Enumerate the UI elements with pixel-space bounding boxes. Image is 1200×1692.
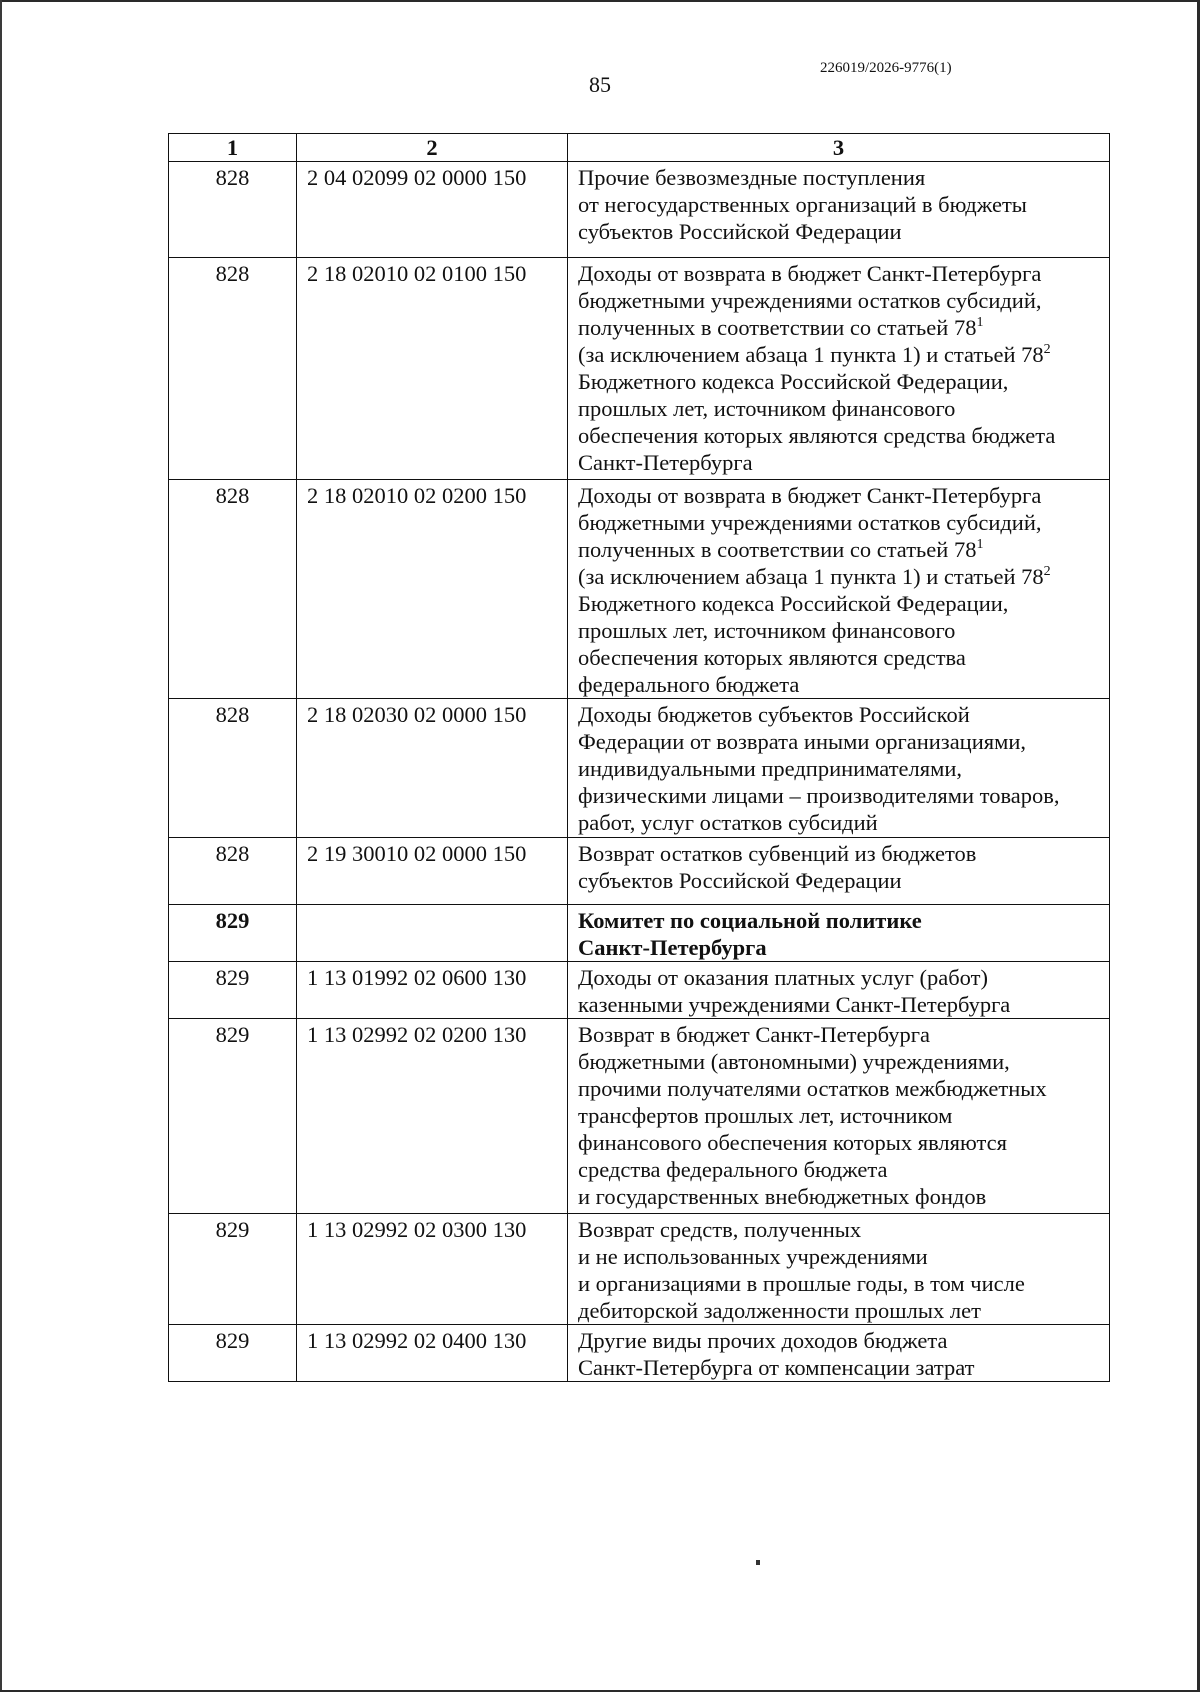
budget-classification-code-cell (297, 905, 568, 962)
description-line-text: Санкт-Петербурга (578, 935, 767, 960)
budget-classification-code-cell: 2 04 02099 02 0000 150 (297, 162, 568, 258)
revenue-description-cell (568, 1325, 1110, 1382)
table-row (169, 162, 1110, 258)
description-line-text: Комитет по социальной политике (578, 908, 922, 933)
revenue-description-cell (568, 905, 1110, 962)
description-line-text: бюджетными учреждениями остатков субсидий, (578, 288, 1042, 313)
budget-classification-code-cell: 1 13 02992 02 0200 130 (297, 1019, 568, 1214)
description-line-text: финансового обеспечения которых являются (578, 1130, 1007, 1155)
description-line (578, 1048, 1103, 1075)
admin-code-cell: 829 (169, 1214, 297, 1325)
description-line-text: казенными учреждениями Санкт-Петербурга (578, 992, 1011, 1017)
description-line (578, 536, 1103, 563)
budget-classification-code-cell: 2 18 02010 02 0100 150 (297, 258, 568, 480)
budget-classification-code-cell: 1 13 02992 02 0300 130 (297, 1214, 568, 1325)
description-line-text: и организациями в прошлые годы, в том числе (578, 1271, 1025, 1296)
description-line (578, 482, 1103, 509)
description-line (578, 191, 1103, 218)
description-line-text: субъектов Российской Федерации (578, 868, 902, 893)
description-line-text: Доходы от оказания платных услуг (работ) (578, 965, 988, 990)
description-line (578, 341, 1103, 368)
description-line (578, 671, 1103, 698)
revenue-description-cell (568, 1214, 1110, 1325)
column-header-2: 2 (297, 134, 568, 162)
description-line (578, 809, 1103, 836)
description-line-text: полученных в соответствии со статьей 78 (578, 537, 977, 562)
description-line (578, 782, 1103, 809)
description-line-text: Возврат средств, полученных (578, 1217, 862, 1242)
description-line (578, 1075, 1103, 1102)
description-line (578, 1243, 1103, 1270)
table-header-row (169, 134, 1110, 162)
article-superscript: 1 (976, 537, 984, 552)
admin-code-cell: 828 (169, 480, 297, 699)
description-line-text: прочими получателями остатков межбюджетных (578, 1076, 1047, 1101)
description-line-text: трансфертов прошлых лет, источником (578, 1103, 953, 1128)
description-line (578, 867, 1103, 894)
description-line (578, 563, 1103, 590)
page-number: 85 (589, 72, 611, 97)
table-body (169, 162, 1110, 1382)
article-superscript: 1 (976, 315, 984, 330)
scan-border-top (0, 0, 1200, 2)
description-line (578, 260, 1103, 287)
description-line-text: от негосударственных организаций в бюджеты (578, 192, 1027, 217)
description-line (578, 934, 1103, 961)
description-line (578, 164, 1103, 191)
description-line-text: бюджетными (автономными) учреждениями, (578, 1049, 1010, 1074)
revenue-description-cell (568, 699, 1110, 838)
description-line (578, 1354, 1103, 1381)
admin-code-cell: 829 (169, 962, 297, 1019)
description-line (578, 907, 1103, 934)
description-line-text: Бюджетного кодекса Российской Федерации, (578, 591, 1009, 616)
table-row (169, 962, 1110, 1019)
description-line (578, 991, 1103, 1018)
description-line (578, 1156, 1103, 1183)
description-line (578, 1102, 1103, 1129)
table-row (169, 480, 1110, 699)
description-line-text: дебиторской задолженности прошлых лет (578, 1298, 981, 1323)
description-line-text: и государственных внебюджетных фондов (578, 1184, 987, 1209)
description-line-text: работ, услуг остатков субсидий (578, 810, 878, 835)
description-line (578, 644, 1103, 671)
revenue-description-cell (568, 1019, 1110, 1214)
table-row (169, 1214, 1110, 1325)
description-line-text: средства федерального бюджета (578, 1157, 888, 1182)
revenue-description-cell (568, 962, 1110, 1019)
description-line-text: субъектов Российской Федерации (578, 219, 902, 244)
admin-code-cell: 828 (169, 838, 297, 905)
description-line (578, 964, 1103, 991)
revenue-description-cell (568, 838, 1110, 905)
budget-classification-code-cell: 2 19 30010 02 0000 150 (297, 838, 568, 905)
description-line (578, 314, 1103, 341)
description-line (578, 1270, 1103, 1297)
description-line-text: и не использованных учреждениями (578, 1244, 928, 1269)
column-header-1: 1 (169, 134, 297, 162)
article-superscript: 2 (1043, 342, 1051, 357)
table-row (169, 838, 1110, 905)
description-line (578, 422, 1103, 449)
table-row (169, 1019, 1110, 1214)
admin-code-cell: 828 (169, 699, 297, 838)
description-line (578, 755, 1103, 782)
budget-classification-code-cell: 2 18 02030 02 0000 150 (297, 699, 568, 838)
description-line (578, 287, 1103, 314)
admin-code-cell: 828 (169, 258, 297, 480)
description-line-text: обеспечения которых являются средства (578, 645, 966, 670)
description-line (578, 449, 1103, 476)
description-line-text: Доходы от возврата в бюджет Санкт-Петербурга (578, 483, 1042, 508)
description-line-text: Другие виды прочих доходов бюджета (578, 1328, 948, 1353)
admin-code-cell: 828 (169, 162, 297, 258)
description-line-text: индивидуальными предпринимателями, (578, 756, 963, 781)
description-line (578, 1129, 1103, 1156)
description-line-text: Возврат остатков субвенций из бюджетов (578, 841, 977, 866)
description-line (578, 1327, 1103, 1354)
description-line-text: Санкт-Петербурга от компенсации затрат (578, 1355, 975, 1380)
description-line (578, 840, 1103, 867)
document-registration-number: 226019/2026-9776(1) (820, 60, 952, 76)
description-line-text: бюджетными учреждениями остатков субсидий, (578, 510, 1042, 535)
description-line (578, 728, 1103, 755)
revenue-codes-table (168, 133, 1110, 1382)
table-row (169, 699, 1110, 838)
admin-code-cell: 829 (169, 905, 297, 962)
description-line (578, 590, 1103, 617)
description-line-text: Бюджетного кодекса Российской Федерации, (578, 369, 1009, 394)
revenue-description-cell (568, 480, 1110, 699)
table-row (169, 1325, 1110, 1382)
description-line-text: Доходы бюджетов субъектов Российской (578, 702, 970, 727)
description-line (578, 1216, 1103, 1243)
description-line (578, 509, 1103, 536)
description-line-text: Доходы от возврата в бюджет Санкт-Петербурга (578, 261, 1042, 286)
description-line (578, 1021, 1103, 1048)
admin-code-cell: 829 (169, 1325, 297, 1382)
description-line (578, 617, 1103, 644)
budget-classification-code-cell: 1 13 02992 02 0400 130 (297, 1325, 568, 1382)
column-header-3: 3 (568, 134, 1110, 162)
description-line (578, 1183, 1103, 1210)
budget-classification-code-cell: 2 18 02010 02 0200 150 (297, 480, 568, 699)
description-line-text: федерального бюджета (578, 672, 800, 697)
table-row (169, 258, 1110, 480)
description-line (578, 218, 1103, 245)
scan-speck (756, 1560, 760, 1565)
scan-border-left (0, 0, 2, 1692)
description-line-text: Возврат в бюджет Санкт-Петербурга (578, 1022, 930, 1047)
description-line (578, 701, 1103, 728)
description-line-text: (за исключением абзаца 1 пункта 1) и статьей 78 (578, 564, 1044, 589)
revenue-description-cell (568, 162, 1110, 258)
description-line-text: физическими лицами – производителями товаров, (578, 783, 1060, 808)
description-line-text: Федерации от возврата иными организациями, (578, 729, 1027, 754)
article-superscript: 2 (1043, 564, 1051, 579)
table-row (169, 905, 1110, 962)
description-line-text: обеспечения которых являются средства бюджета (578, 423, 1056, 448)
description-line-text: полученных в соответствии со статьей 78 (578, 315, 977, 340)
description-line-text: Прочие безвозмездные поступления (578, 165, 926, 190)
revenue-description-cell (568, 258, 1110, 480)
budget-classification-code-cell: 1 13 01992 02 0600 130 (297, 962, 568, 1019)
description-line (578, 1297, 1103, 1324)
admin-code-cell: 829 (169, 1019, 297, 1214)
description-line (578, 395, 1103, 422)
description-line-text: Санкт-Петербурга (578, 450, 753, 475)
description-line-text: прошлых лет, источником финансового (578, 396, 956, 421)
description-line-text: прошлых лет, источником финансового (578, 618, 956, 643)
description-line-text: (за исключением абзаца 1 пункта 1) и статьей 78 (578, 342, 1044, 367)
description-line (578, 368, 1103, 395)
